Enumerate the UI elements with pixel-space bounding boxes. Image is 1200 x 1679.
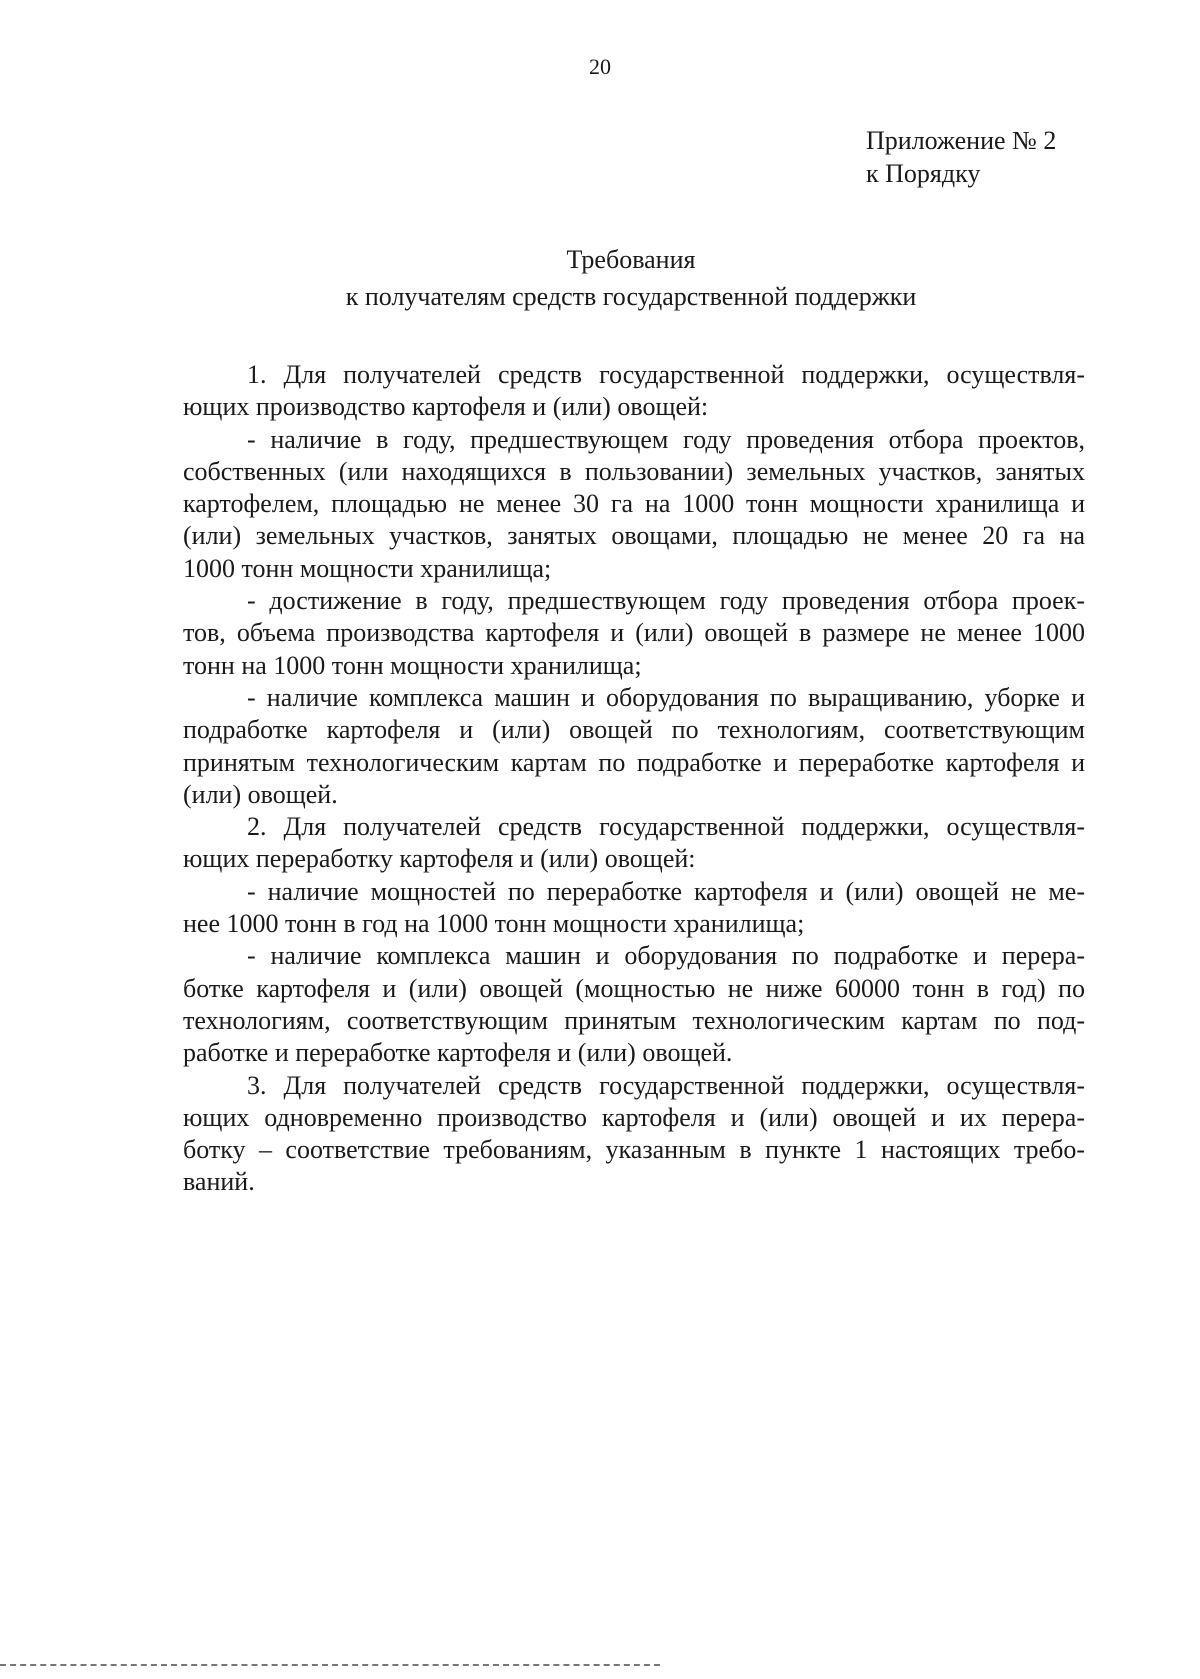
body-line: ботке картофеля и (или) овощей (мощностью не ниже 60000 тонн в год) по (183, 973, 1085, 1003)
heading-title: Требования (566, 245, 696, 274)
body-line: работке и переработке картофеля и (или) овощей. (183, 1038, 733, 1068)
body-line: ющих переработку картофеля и (или) овощей: (183, 844, 696, 874)
footer-divider (0, 1664, 660, 1666)
body-line: картофелем, площадью не менее 30 га на 1000 тонн мощности хранилища и (183, 489, 1085, 519)
body-line: подработке картофеля и (или) овощей по технологиям, соответствующим (183, 715, 1085, 745)
body-line: - наличие комплекса машин и оборудования по подработке и перера- (247, 941, 1085, 971)
body-line: принятым технологическим картам по подработке и переработке картофеля и (183, 747, 1085, 777)
appendix-parent-document: к Порядку (866, 159, 981, 188)
body-line: тонн на 1000 тонн мощности хранилища; (183, 650, 642, 680)
page-number: 20 (589, 54, 611, 79)
body-line: - достижение в году, предшествующем году проведения отбора проек- (247, 586, 1085, 616)
body-line: - наличие мощностей по переработке картофеля и (или) овощей не ме- (247, 876, 1085, 906)
heading-subtitle: к получателям средств государственной поддержки (345, 282, 917, 311)
body-line: технологиям, соответствующим принятым технологическим картам по под- (183, 1005, 1085, 1035)
body-line: собственных (или находящихся в пользовании) земельных участков, занятых (183, 456, 1085, 486)
body-line: нее 1000 тонн в год на 1000 тонн мощности хранилища; (183, 909, 805, 939)
document-heading (0, 241, 1200, 315)
body-line: - наличие комплекса машин и оборудования по выращиванию, уборке и (247, 682, 1085, 712)
body-line: ботку – соответствие требованиям, указанным в пункте 1 настоящих требо- (183, 1135, 1085, 1165)
body-line: 1. Для получателей средств государственной поддержки, осуществля- (247, 360, 1085, 389)
body-line: тов, объема производства картофеля и (или) овощей в размере не менее 1000 (183, 618, 1085, 648)
document-body (183, 359, 1085, 1199)
body-line: (или) земельных участков, занятых овощами, площадью не менее 20 га на (183, 521, 1085, 551)
body-line: - наличие в году, предшествующем году проведения отбора проектов, (247, 424, 1085, 454)
body-line: ющих производство картофеля и (или) овощей: (183, 392, 709, 422)
body-line: ваний. (183, 1167, 255, 1197)
appendix-number: Приложение № 2 (866, 126, 1057, 155)
body-line: 1000 тонн мощности хранилища; (183, 553, 552, 583)
body-line: (или) овощей. (183, 779, 338, 809)
body-line: 2. Для получателей средств государственной поддержки, осуществля- (247, 812, 1085, 842)
appendix-reference (866, 124, 1056, 190)
body-line: ющих одновременно производство картофеля и (или) овощей и их перера- (183, 1102, 1085, 1132)
body-line: 3. Для получателей средств государственной поддержки, осуществля- (247, 1070, 1085, 1100)
